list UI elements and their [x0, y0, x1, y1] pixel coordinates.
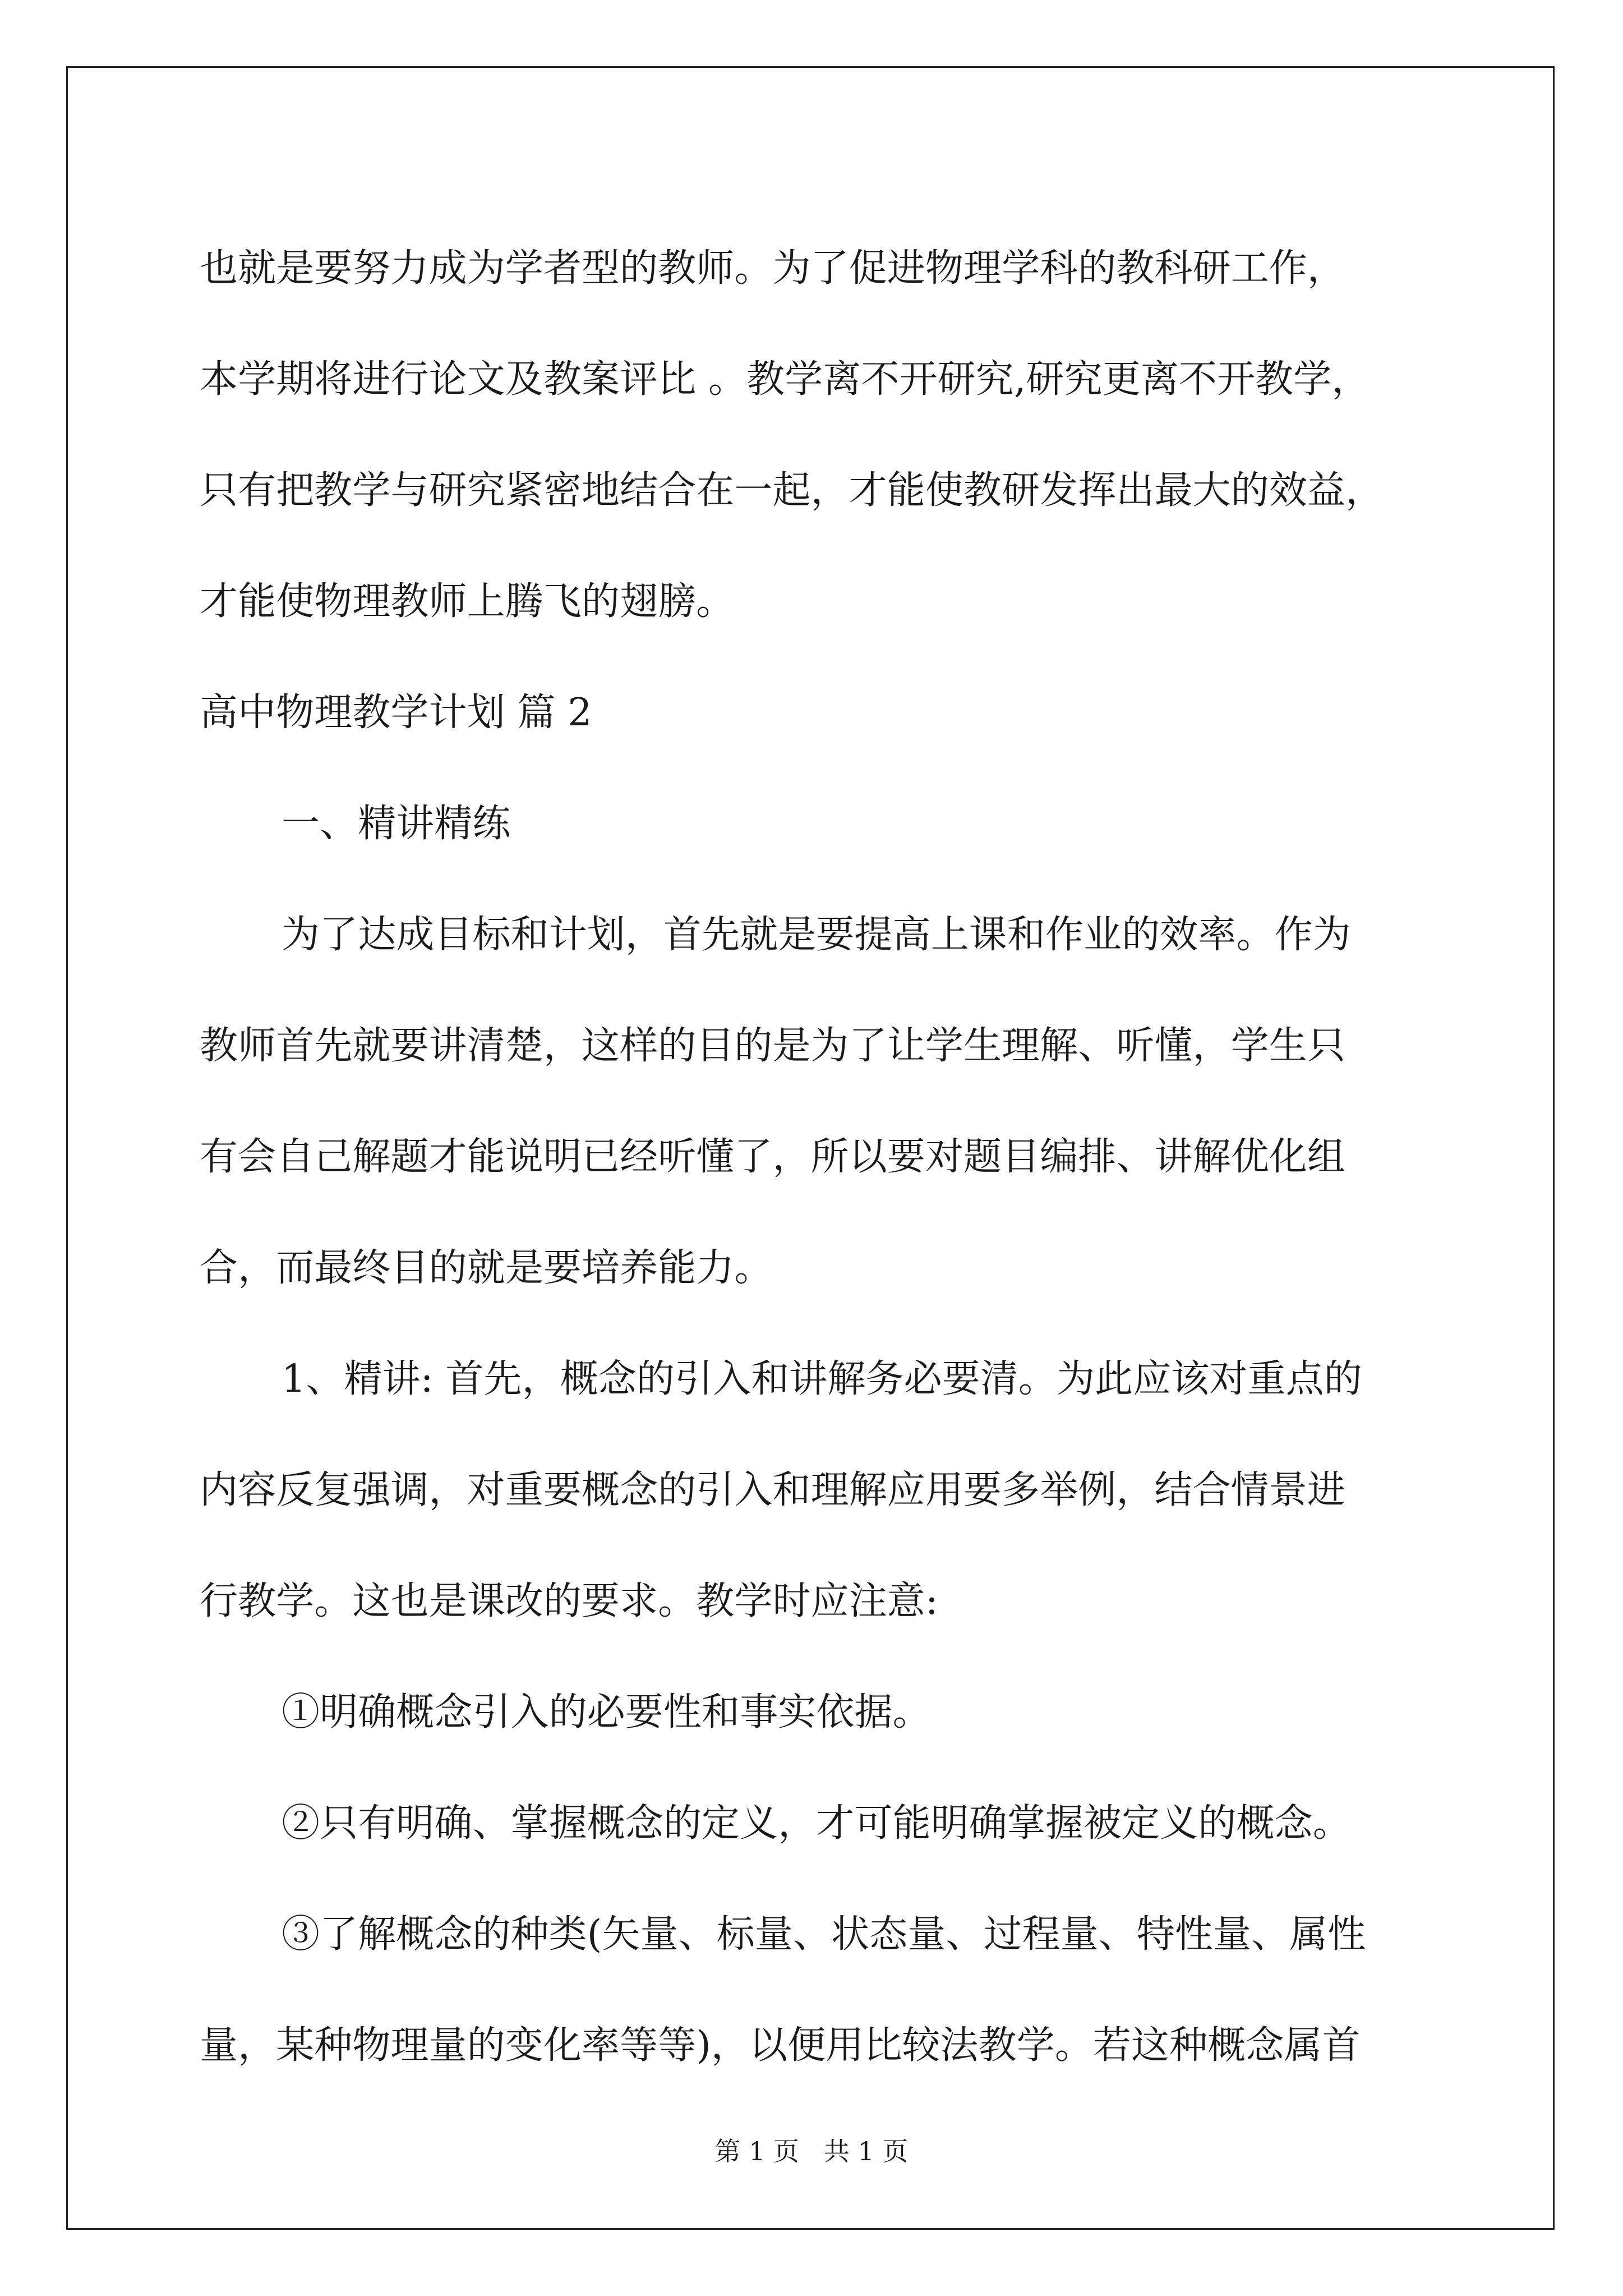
- body-line: 内容反复强调，对重要概念的引入和理解应用要多举例，结合情景进: [200, 1468, 1346, 1512]
- document-body: [200, 213, 1467, 2101]
- body-line: 量，某种物理量的变化率等等)，以便用比较法教学。若这种概念属首: [200, 2023, 1361, 2068]
- body-line: 只有把教学与研究紧密地结合在一起，才能使教研发挥出最大的效益，: [200, 468, 1384, 513]
- body-line: 为了达成目标和计划，首先就是要提高上课和作业的效率。作为: [282, 913, 1351, 957]
- body-line: 本学期将进行论文及教案评比 。教学离不开研究,研究更离不开教学，: [200, 357, 1370, 402]
- section-heading: 高中物理教学计划 篇 2: [200, 691, 592, 735]
- body-line: 也就是要努力成为学者型的教师。为了促进物理学科的教科研工作，: [200, 246, 1346, 291]
- list-item: ①明确概念引入的必要性和事实依据。: [282, 1690, 931, 1734]
- page-number-footer: 第 1 页 共 1 页: [714, 2136, 909, 2166]
- subsection-heading: 一、精讲精练: [282, 802, 511, 846]
- body-line: 合，而最终目的就是要培养能力。: [200, 1246, 773, 1290]
- body-line: 有会自己解题才能说明已经听懂了，所以要对题目编排、讲解优化组: [200, 1135, 1346, 1179]
- list-item: ②只有明确、掌握概念的定义，才可能明确掌握被定义的概念。: [282, 1801, 1351, 1846]
- body-line: 才能使物理教师上腾飞的翅膀。: [200, 579, 735, 624]
- body-line: 行教学。这也是课改的要求。教学时应注意:: [200, 1579, 938, 1623]
- list-item: ③了解概念的种类(矢量、标量、状态量、过程量、特性量、属性: [282, 1912, 1366, 1957]
- body-line: 教师首先就要讲清楚，这样的目的是为了让学生理解、听懂，学生只: [200, 1024, 1346, 1068]
- body-line: 1、精讲: 首先，概念的引入和讲解务必要清。为此应该对重点的: [282, 1357, 1362, 1401]
